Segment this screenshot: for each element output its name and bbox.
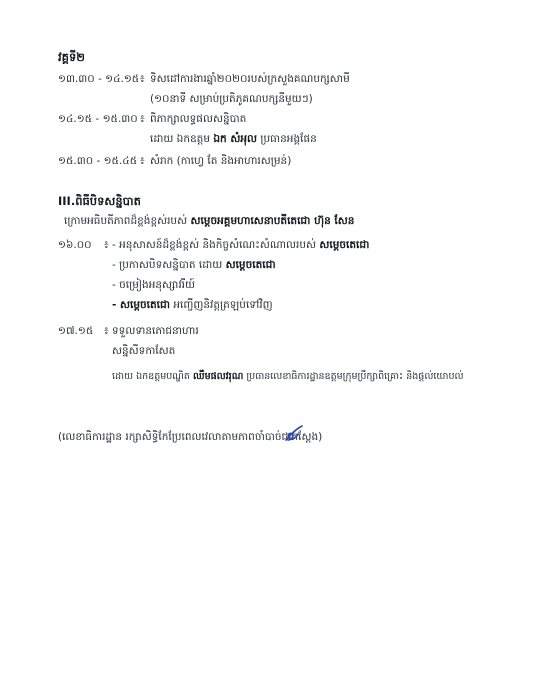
closing-item: - ចម្រៀងអនុស្សាវរីយ៍ bbox=[112, 279, 196, 291]
closing-heading: III.ពិធីបិទសន្និបាត bbox=[58, 194, 141, 208]
presenter-name: ឈឹមផលវរុណ bbox=[192, 371, 244, 382]
closing-item-name: សម្តេចតេជោ bbox=[319, 239, 370, 251]
schedule-item-note: (១០នាទី សម្រាប់ប្រតិភូគណបក្សនីមួយៗ) bbox=[150, 93, 313, 105]
presided-prefix: ក្រោមអធិបតីភាពដ៏ខ្ពង់ខ្ពស់របស់ bbox=[64, 215, 188, 227]
closing-item bbox=[112, 258, 276, 272]
closing-item: ទទួលទានភោជនាហារ bbox=[112, 325, 199, 337]
schedule-item-text: សំរាក (កាហ្វេ តែ និងអាហារសម្រន់) bbox=[150, 155, 292, 167]
schedule-item-text: ពិភាក្សាលទ្ធផលសន្និបាត bbox=[150, 113, 247, 125]
schedule-separator: ៖ bbox=[140, 73, 145, 85]
closing-item-name: - សម្តេចតេជោ bbox=[112, 299, 171, 311]
closing-item bbox=[112, 238, 369, 252]
closing-item-name: សម្តេចតេជោ bbox=[225, 259, 276, 271]
closing-item-text: - អនុសាសន៍ដ៏ខ្ពង់ខ្ពស់ និងកិច្ចសំណេះសំណាលរបស់ bbox=[112, 239, 317, 251]
press-conference: សន្និសីទកាសែត bbox=[112, 345, 176, 357]
closing-item-text: អញ្ជើញនិវត្តត្រឡប់ទៅវិញ bbox=[173, 299, 273, 311]
closing-item-text: - ប្រកាសបិទសន្និបាត ដោយ bbox=[112, 259, 223, 271]
presenter-title: ប្រធានអង្គផែន bbox=[260, 133, 317, 145]
schedule-separator: ៖ bbox=[104, 325, 109, 337]
schedule-separator: ៖ bbox=[140, 113, 145, 125]
presenter-prefix: ដោយ ឯកឧត្តម bbox=[150, 133, 210, 145]
schedule-time: ១៧.១៥ bbox=[58, 325, 94, 337]
closing-item bbox=[112, 298, 273, 312]
presenter-title: ប្រធានលេខាធិការដ្ឋានឧត្តមក្រុមប្រឹក្សាពិគ្រោះ និងផ្តល់យោបល់ bbox=[246, 371, 464, 382]
presided-line bbox=[64, 214, 354, 228]
schedule-separator: ៖ bbox=[104, 239, 109, 251]
schedule-separator: ៖ bbox=[140, 155, 145, 167]
schedule-item-text: ទិសដៅការងារឆ្នាំ២០២០របស់ក្រសួងគណបក្សសាមី bbox=[150, 73, 350, 85]
presenter-prefix: ដោយ ឯកឧត្តមបណ្ឌិត bbox=[112, 371, 190, 382]
schedule-time: ១៤.១៥ - ១៥.៣០ bbox=[58, 113, 138, 125]
signature-mark bbox=[282, 422, 306, 446]
schedule-time: ១៥.៣០ - ១៥.៤៥ bbox=[58, 155, 138, 167]
presenter-line bbox=[150, 132, 317, 146]
footer-note: (លេខាធិការដ្ឋាន រក្សាសិទ្ធិកែប្រែពេលវេលាតាមភាពចាំបាច់ជាក់ស្តែង) bbox=[58, 431, 323, 443]
presenter-line bbox=[112, 370, 464, 384]
presided-name: សម្តេចអគ្គមហាសេនាបតីតេជោ ហ៊ុន សែន bbox=[190, 215, 355, 227]
schedule-time: ១៣.៣០ - ១៤.១៥ bbox=[58, 73, 140, 85]
presenter-name: ឯក សំអុល bbox=[213, 133, 257, 145]
schedule-time: ១៦.០០ bbox=[58, 239, 92, 251]
session-heading: វគ្គទី២ bbox=[58, 50, 85, 64]
